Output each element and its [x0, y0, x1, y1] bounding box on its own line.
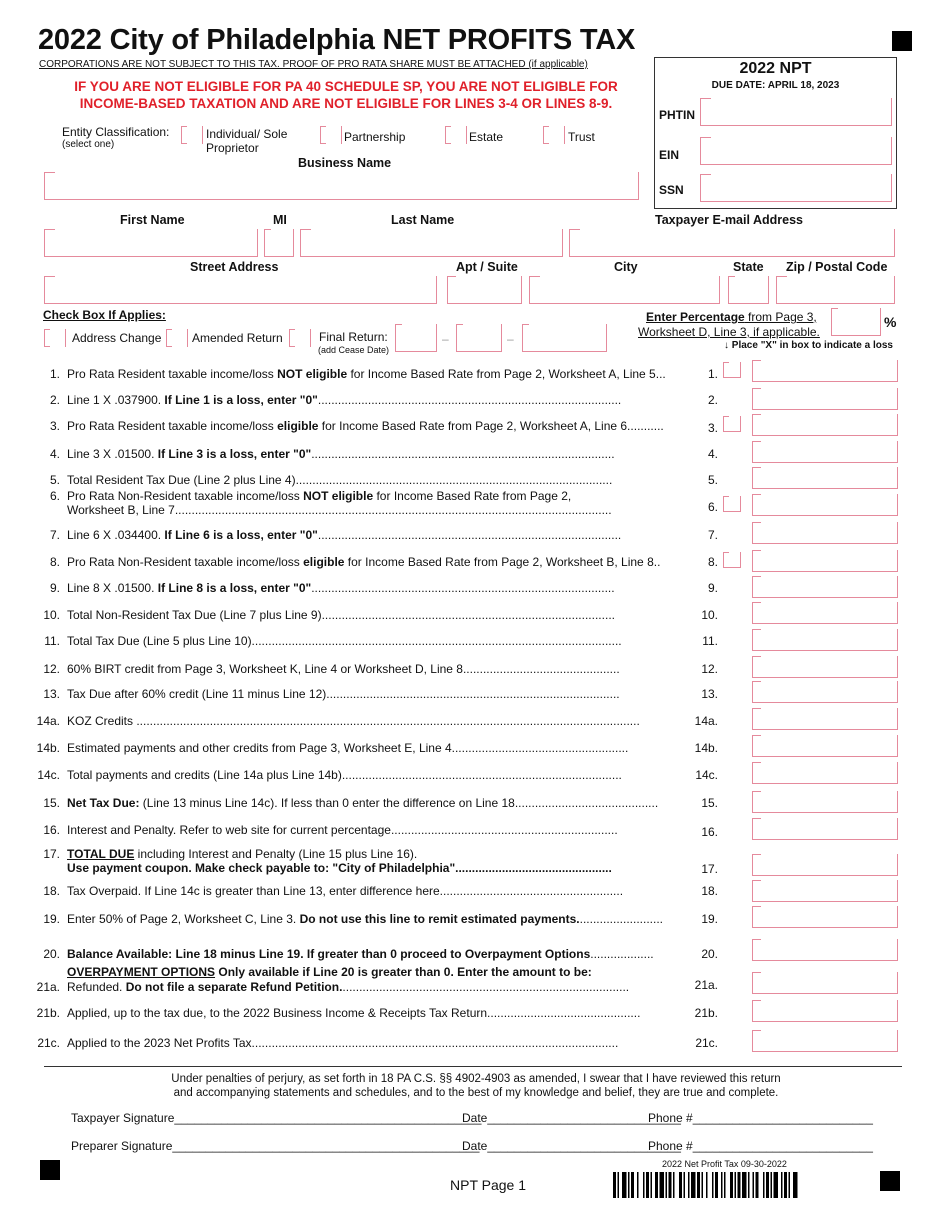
barcode-bar [730, 1172, 733, 1198]
mi-field[interactable] [264, 229, 294, 257]
line-number-right: 21a. [694, 978, 718, 992]
npt-box-title: 2022 NPT [739, 60, 812, 77]
barcode-bar [660, 1172, 665, 1198]
percent-symbol: % [884, 314, 897, 330]
line-number: 14b. [36, 741, 60, 755]
preparer-date-line[interactable]: Date_____________________________ [462, 1139, 681, 1153]
line-text: Pro Rata Non-Resident taxable income/loss eligible for Income Based Rate from Page 2, Worksheet B, Line 8.. [67, 555, 661, 569]
form-version: 2022 Net Profit Tax 09-30-2022 [662, 1159, 787, 1169]
barcode-bar [753, 1172, 755, 1198]
line-text: Interest and Penalty. Refer to web site for current percentage.................................................................... [67, 823, 618, 837]
line-amount-field[interactable] [752, 1000, 898, 1022]
final-return-label: Final Return: [319, 330, 388, 344]
line-text: Line 1 X .037900. If Line 1 is a loss, enter "0"........................................................................................... [67, 393, 622, 407]
eligibility-warning-2: INCOME-BASED TAXATION AND ARE NOT ELIGIBLE FOR LINES 3-4 OR LINES 8-9. [79, 96, 613, 111]
line-number-right: 9. [707, 581, 718, 595]
barcode-bar [646, 1172, 649, 1198]
line-number-right: 18. [701, 884, 718, 898]
line-number: 8. [49, 555, 60, 569]
email-label: Taxpayer E-mail Address [655, 213, 803, 227]
line-amount-field[interactable] [752, 388, 898, 410]
line-20 [40, 947, 722, 963]
partnership-checkbox[interactable] [320, 126, 342, 144]
line-amount-field[interactable] [752, 972, 898, 994]
line-8 [40, 555, 722, 571]
barcode-bar [651, 1172, 653, 1198]
line-amount-field[interactable] [752, 939, 898, 961]
barcode-bar [781, 1172, 783, 1198]
line-amount-field[interactable] [752, 708, 898, 730]
line-number-right: 2. [707, 393, 718, 407]
line-number: 14c. [37, 768, 60, 782]
line-4 [40, 447, 722, 463]
divider [44, 1066, 902, 1067]
line-11 [40, 634, 722, 650]
barcode-bar [793, 1172, 798, 1198]
line-number: 12. [43, 662, 60, 676]
barcode-bar [666, 1172, 668, 1198]
business-name-field[interactable] [44, 172, 639, 200]
individual-label-2: Proprietor [206, 141, 259, 155]
line-21a [36, 980, 722, 996]
amended-return-label: Amended Return [192, 331, 283, 345]
cease-date-year[interactable] [522, 324, 607, 352]
cease-date-day[interactable] [456, 324, 502, 352]
line-text: Applied to the 2023 Net Profits Tax.............................................................................................................. [67, 1036, 619, 1050]
line-number-right: 1. [707, 367, 718, 381]
individual-label-1: Individual/ Sole [206, 127, 288, 141]
city-label: City [614, 260, 638, 274]
form-title: 2022 City of Philadelphia NET PROFITS TAX [38, 24, 636, 56]
line-14a [36, 714, 722, 730]
state-label: State [733, 260, 764, 274]
state-field[interactable] [728, 276, 769, 304]
partnership-label: Partnership [344, 130, 406, 144]
line-amount-field[interactable] [752, 681, 898, 703]
line-number-right: 21b. [694, 1006, 718, 1020]
line-number-right: 3. [707, 421, 718, 435]
barcode-bar [789, 1172, 791, 1198]
date-dash-2: – [507, 332, 514, 346]
line-text: Tax Overpaid. If Line 14c is greater than Line 13, enter difference here....................................................... [67, 884, 624, 898]
loss-checkbox[interactable] [723, 552, 741, 568]
address-change-label: Address Change [72, 331, 162, 345]
perjury-statement-1: Under penalties of perjury, as set forth in 18 PA C.S. §§ 4902-4903 as amended, I swear that I have reviewed this return [171, 1073, 781, 1085]
barcode-bar [643, 1172, 645, 1198]
line-number: 10. [43, 608, 60, 622]
line-9 [40, 581, 722, 597]
line-number: 9. [49, 581, 60, 595]
barcode-bar [628, 1172, 630, 1198]
entity-classification-label: Entity Classification: [62, 125, 170, 139]
line-number: 17. [43, 847, 60, 861]
line-5 [40, 473, 722, 489]
line-amount-field[interactable] [752, 656, 898, 678]
due-date: DUE DATE: APRIL 18, 2023 [711, 80, 840, 91]
line-amount-field[interactable] [752, 467, 898, 489]
line-amount-field[interactable] [752, 576, 898, 598]
phtin-field[interactable] [700, 98, 892, 126]
line-number: 7. [49, 528, 60, 542]
line-amount-field[interactable] [752, 602, 898, 624]
line-number: 21b. [36, 1006, 60, 1020]
line-number: 4. [49, 447, 60, 461]
barcode-bar [766, 1172, 769, 1198]
line-number-right: 11. [702, 634, 718, 648]
line-number: 6. [49, 489, 60, 503]
line-number-right: 4. [707, 447, 718, 461]
line-text: Line 6 X .034400. If Line 6 is a loss, enter "0"........................................................................................... [67, 528, 622, 542]
line-text: 60% BIRT credit from Page 3, Worksheet K, Line 4 or Worksheet D, Line 8............................................... [67, 662, 620, 676]
line-number-right: 8. [707, 555, 718, 569]
form-subtitle: CORPORATIONS ARE NOT SUBJECT TO THIS TAX. PROOF OF PRO RATA SHARE MUST BE ATTACHED (if applicable) [39, 59, 588, 70]
street-address-field[interactable] [44, 276, 437, 304]
business-name-label: Business Name [298, 156, 392, 170]
line-18 [40, 884, 722, 900]
entity-select-note: (select one) [62, 139, 115, 150]
line-15 [40, 796, 722, 812]
first-name-field[interactable] [44, 229, 258, 257]
line-number-right: 14b. [694, 741, 718, 755]
line-amount-field[interactable] [752, 735, 898, 757]
line-text: Pro Rata Resident taxable income/loss eligible for Income Based Rate from Page 2, Worksheet A, Line 6........... [67, 419, 664, 433]
line-17 [40, 847, 722, 877]
barcode-bar [724, 1172, 726, 1198]
line-number-right: 17. [701, 862, 718, 876]
line-number-right: 7. [707, 528, 718, 542]
line-text: OVERPAYMENT OPTIONS Only available if Line 20 is greater than 0. Enter the amount to be: [67, 965, 592, 979]
line-number-right: 15. [701, 796, 718, 810]
line-text: Estimated payments and other credits from Page 3, Worksheet E, Line 4..................................................... [67, 741, 629, 755]
perjury-statement-2: and accompanying statements and schedules, and to the best of my knowledge and belief, they are true and complete. [173, 1087, 779, 1099]
last-name-field[interactable] [300, 229, 563, 257]
line-6 [40, 489, 722, 519]
line-text: Total Non-Resident Tax Due (Line 7 plus Line 9)........................................................................................ [67, 608, 615, 622]
taxpayer-date-line[interactable]: Date_____________________________ [462, 1111, 681, 1125]
line-text: Total Tax Due (Line 5 plus Line 10)............................................................................................................... [67, 634, 622, 648]
estate-checkbox[interactable] [445, 126, 467, 144]
line-text: KOZ Credits ....................................................................................................................................................... [67, 714, 640, 728]
line-number: 15. [43, 796, 60, 810]
arrow-down-icon: ↓ [724, 340, 732, 351]
line-14c [37, 768, 722, 784]
line-text: Total payments and credits (Line 14a plus Line 14b).................................................................................... [67, 768, 622, 782]
registration-mark-bottom-left [40, 1160, 60, 1180]
line-3 [40, 419, 722, 435]
line-text-continued: Use payment coupon. Make check payable to: "City of Philadelphia"............................................... [67, 861, 612, 875]
street-address-label: Street Address [190, 260, 279, 274]
line-amount-field[interactable] [752, 854, 898, 876]
email-field[interactable] [569, 229, 895, 257]
barcode-bar [748, 1172, 750, 1198]
final-return-note: (add Cease Date) [318, 345, 390, 355]
taxpayer-signature-line[interactable]: Taxpayer Signature______________________________________________ [71, 1111, 482, 1125]
line-number-right: 20. [701, 947, 718, 961]
line-number: 11. [44, 634, 60, 648]
taxpayer-phone-line[interactable]: Phone #___________________________ [648, 1111, 873, 1125]
barcode-bar [756, 1172, 759, 1198]
barcode-bar [622, 1172, 627, 1198]
line-text: Applied, up to the tax due, to the 2022 Business Income & Receipts Tax Return.............................................. [67, 1006, 641, 1020]
line-number: 21a. [36, 980, 60, 994]
ein-field[interactable] [700, 137, 892, 165]
barcode [613, 1172, 861, 1198]
line-text: Total Resident Tax Due (Line 2 plus Line 4)............................................................................................... [67, 473, 613, 487]
line-7 [40, 528, 722, 544]
barcode-bar [691, 1172, 696, 1198]
barcode-bar [784, 1172, 787, 1198]
apt-suite-label: Apt / Suite [456, 260, 518, 274]
individual-checkbox[interactable] [181, 126, 203, 144]
amended-return-checkbox[interactable] [166, 329, 188, 347]
last-name-label: Last Name [391, 213, 455, 227]
line-21b [36, 1006, 722, 1022]
line-amount-field[interactable] [752, 1030, 898, 1052]
line-overpayment-header [40, 965, 722, 981]
barcode-bar [735, 1172, 737, 1198]
barcode-bar [688, 1172, 690, 1198]
line-number: 21c. [37, 1036, 60, 1050]
line-number-right: 6. [707, 500, 718, 514]
line-text: Line 3 X .01500. If Line 3 is a loss, enter "0"........................................................................................... [67, 447, 615, 461]
line-1 [40, 367, 722, 383]
line-amount-field[interactable] [752, 880, 898, 902]
barcode-bar [706, 1172, 708, 1198]
eligibility-warning-1: IF YOU ARE NOT ELIGIBLE FOR PA 40 SCHEDULE SP, YOU ARE NOT ELIGIBLE FOR [74, 79, 618, 94]
line-amount-field[interactable] [752, 906, 898, 928]
line-number: 13. [43, 687, 60, 701]
line-text: Balance Available: Line 18 minus Line 19. If greater than 0 proceed to Overpayment Options................... [67, 947, 654, 961]
line-number: 19. [43, 912, 60, 926]
barcode-bar [771, 1172, 773, 1198]
line-number-right: 21c. [695, 1036, 718, 1050]
loss-checkbox[interactable] [723, 362, 741, 378]
percentage-field[interactable] [831, 308, 881, 336]
page-number: NPT Page 1 [450, 1177, 527, 1193]
line-10 [40, 608, 722, 624]
registration-mark-bottom-right [880, 1171, 900, 1191]
line-text: Pro Rata Non-Resident taxable income/loss NOT eligible for Income Based Rate from Page 2, [67, 489, 572, 503]
barcode-bar [702, 1172, 704, 1198]
line-amount-field[interactable] [752, 522, 898, 544]
line-text: Line 8 X .01500. If Line 8 is a loss, enter "0"........................................................................................... [67, 581, 615, 595]
line-2 [40, 393, 722, 409]
line-amount-field[interactable] [752, 762, 898, 784]
zip-field[interactable] [776, 276, 895, 304]
date-dash-1: – [442, 332, 449, 346]
barcode-bar [738, 1172, 741, 1198]
first-name-label: First Name [120, 213, 185, 227]
barcode-bar [655, 1172, 658, 1198]
percentage-label-1: Enter Percentage from Page 3, [646, 310, 817, 324]
line-13 [40, 687, 722, 703]
line-text: Enter 50% of Page 2, Worksheet C, Line 3. Do not use this line to remit estimated payments.......................... [67, 912, 663, 926]
barcode-bar [637, 1172, 639, 1198]
line-number: 3. [49, 419, 60, 433]
trust-label: Trust [568, 130, 595, 144]
mi-label: MI [273, 213, 287, 227]
line-12 [40, 662, 722, 678]
line-amount-field[interactable] [752, 441, 898, 463]
line-text: Pro Rata Resident taxable income/loss NOT eligible for Income Based Rate from Page 2, Worksheet A, Line 5... [67, 367, 666, 381]
apt-suite-field[interactable] [447, 276, 522, 304]
barcode-bar [712, 1172, 714, 1198]
line-text: Tax Due after 60% credit (Line 11 minus Line 12)........................................................................................ [67, 687, 620, 701]
loss-checkbox[interactable] [723, 496, 741, 512]
ssn-field[interactable] [700, 174, 892, 202]
line-text: Net Tax Due: (Line 13 minus Line 14c). If less than 0 enter the difference on Line 18........................................... [67, 796, 659, 810]
line-amount-field[interactable] [752, 818, 898, 840]
zip-label: Zip / Postal Code [786, 260, 888, 274]
city-field[interactable] [529, 276, 720, 304]
estate-label: Estate [469, 130, 504, 144]
loss-checkbox[interactable] [723, 416, 741, 432]
line-amount-field[interactable] [752, 494, 898, 516]
line-number-right: 14a. [694, 714, 718, 728]
check-box-heading: Check Box If Applies: [43, 308, 166, 322]
line-number: 14a. [36, 714, 60, 728]
barcode-bar [679, 1172, 682, 1198]
address-change-checkbox[interactable] [44, 329, 66, 347]
line-amount-field[interactable] [752, 550, 898, 572]
line-number: 2. [49, 393, 60, 407]
preparer-phone-line[interactable]: Phone #___________________________ [648, 1139, 873, 1153]
barcode-bar [618, 1172, 620, 1198]
line-text: TOTAL DUE including Interest and Penalty (Line 15 plus Line 16). [67, 847, 418, 861]
barcode-bar [631, 1172, 634, 1198]
barcode-bar [721, 1172, 723, 1198]
barcode-bar [613, 1172, 616, 1198]
line-number-right: 10. [701, 608, 718, 622]
preparer-signature-line[interactable]: Preparer Signature______________________________________________ [71, 1139, 480, 1153]
ein-label: EIN [659, 148, 680, 162]
line-number: 18. [43, 884, 60, 898]
line-number: 20. [43, 947, 60, 961]
line-amount-field[interactable] [752, 791, 898, 813]
line-number-right: 14c. [695, 768, 718, 782]
line-text: Refunded. Do not file a separate Refund Petition....................................................................................... [67, 980, 630, 994]
phtin-label: PHTIN [659, 108, 695, 122]
barcode-bar [669, 1172, 672, 1198]
loss-instruction: ↓ Place "X" in box to indicate a loss [724, 340, 893, 351]
line-number: 1. [49, 367, 60, 381]
trust-checkbox[interactable] [543, 126, 565, 144]
line-number-right: 16. [701, 825, 718, 839]
cease-date-month[interactable] [395, 324, 437, 352]
barcode-bar [715, 1172, 718, 1198]
line-amount-field[interactable] [752, 629, 898, 651]
line-amount-field[interactable] [752, 360, 898, 382]
line-number: 5. [49, 473, 60, 487]
line-text-continued: Worksheet B, Line 7................................................................................................................................... [67, 503, 612, 517]
barcode-bar [763, 1172, 765, 1198]
ssn-label: SSN [659, 183, 684, 197]
barcode-bar [673, 1172, 675, 1198]
barcode-bar [774, 1172, 779, 1198]
barcode-bar [697, 1172, 700, 1198]
barcode-bar [684, 1172, 686, 1198]
line-number-right: 19. [701, 912, 718, 926]
final-return-checkbox[interactable] [289, 329, 311, 347]
line-number-right: 5. [707, 473, 718, 487]
line-14b [36, 741, 722, 757]
line-number-right: 12. [701, 662, 718, 676]
line-16 [40, 823, 722, 839]
line-21c [37, 1036, 722, 1052]
registration-mark-top-right [892, 31, 912, 51]
line-number: 16. [43, 823, 60, 837]
line-amount-field[interactable] [752, 414, 898, 436]
percentage-label-2: Worksheet D, Line 3, if applicable. [638, 325, 820, 339]
line-19 [40, 912, 722, 928]
line-number-right: 13. [701, 687, 718, 701]
barcode-bar [742, 1172, 747, 1198]
